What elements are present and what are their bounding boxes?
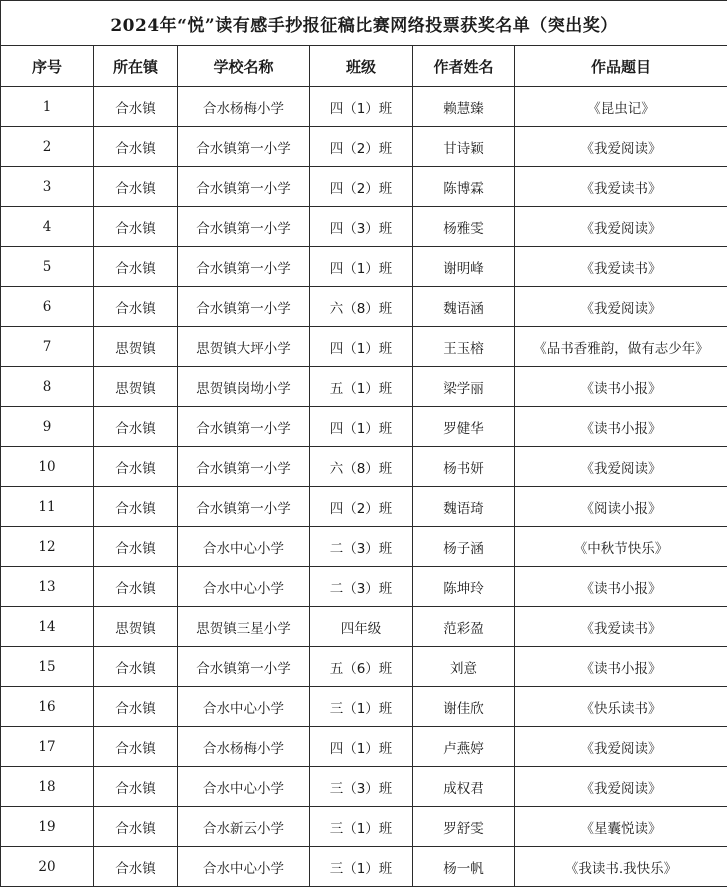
cell-town: 合水镇	[94, 567, 178, 607]
cell-town: 合水镇	[94, 847, 178, 887]
header-class: 班级	[310, 46, 413, 87]
cell-author: 谢佳欣	[413, 687, 515, 727]
cell-town: 合水镇	[94, 407, 178, 447]
cell-class: 四（1）班	[310, 87, 413, 127]
cell-class: 三（1）班	[310, 847, 413, 887]
cell-work-title: 《阅读小报》	[515, 487, 727, 527]
cell-town: 思贺镇	[94, 607, 178, 647]
table-row	[1, 247, 727, 287]
cell-index: 4	[1, 207, 94, 247]
cell-index: 11	[1, 487, 94, 527]
table-row	[1, 687, 727, 727]
cell-author: 杨一帆	[413, 847, 515, 887]
table-row	[1, 647, 727, 687]
cell-work-title: 《读书小报》	[515, 407, 727, 447]
cell-town: 合水镇	[94, 167, 178, 207]
cell-school: 合水中心小学	[178, 567, 310, 607]
cell-index: 3	[1, 167, 94, 207]
cell-author: 魏语涵	[413, 287, 515, 327]
cell-class: 二（3）班	[310, 527, 413, 567]
cell-author: 赖慧臻	[413, 87, 515, 127]
cell-author: 陈坤玲	[413, 567, 515, 607]
table-row	[1, 87, 727, 127]
cell-school: 合水镇第一小学	[178, 247, 310, 287]
cell-author: 梁学丽	[413, 367, 515, 407]
cell-work-title: 《我爱读书》	[515, 167, 727, 207]
cell-town: 合水镇	[94, 687, 178, 727]
cell-author: 罗舒雯	[413, 807, 515, 847]
cell-class: 五（6）班	[310, 647, 413, 687]
cell-work-title: 《我爱阅读》	[515, 727, 727, 767]
cell-class: 二（3）班	[310, 567, 413, 607]
cell-class: 四年级	[310, 607, 413, 647]
cell-class: 六（8）班	[310, 287, 413, 327]
cell-school: 合水杨梅小学	[178, 727, 310, 767]
cell-town: 合水镇	[94, 87, 178, 127]
cell-class: 四（2）班	[310, 127, 413, 167]
cell-author: 罗健华	[413, 407, 515, 447]
header-town: 所在镇	[94, 46, 178, 87]
cell-school: 合水镇第一小学	[178, 647, 310, 687]
cell-author: 杨书妍	[413, 447, 515, 487]
cell-class: 四（1）班	[310, 727, 413, 767]
cell-school: 合水镇第一小学	[178, 487, 310, 527]
table-row	[1, 607, 727, 647]
cell-school: 合水镇第一小学	[178, 407, 310, 447]
cell-index: 8	[1, 367, 94, 407]
cell-index: 10	[1, 447, 94, 487]
cell-work-title: 《星囊悦读》	[515, 807, 727, 847]
cell-author: 陈博霖	[413, 167, 515, 207]
cell-work-title: 《读书小报》	[515, 647, 727, 687]
cell-author: 杨雅雯	[413, 207, 515, 247]
cell-town: 合水镇	[94, 207, 178, 247]
table-row	[1, 127, 727, 167]
cell-class: 四（2）班	[310, 487, 413, 527]
cell-work-title: 《品书香雅韵，做有志少年》	[515, 327, 727, 367]
cell-work-title: 《我爱阅读》	[515, 447, 727, 487]
cell-school: 合水镇第一小学	[178, 207, 310, 247]
cell-class: 四（1）班	[310, 327, 413, 367]
table-row	[1, 847, 727, 887]
cell-class: 三（1）班	[310, 687, 413, 727]
cell-author: 王玉榕	[413, 327, 515, 367]
cell-index: 7	[1, 327, 94, 367]
cell-town: 合水镇	[94, 527, 178, 567]
cell-index: 14	[1, 607, 94, 647]
cell-work-title: 《我读书.我快乐》	[515, 847, 727, 887]
cell-author: 刘意	[413, 647, 515, 687]
table-row	[1, 407, 727, 447]
cell-class: 四（1）班	[310, 407, 413, 447]
cell-author: 杨子涵	[413, 527, 515, 567]
header-work-title: 作品题目	[515, 46, 727, 87]
table-row	[1, 807, 727, 847]
cell-work-title: 《我爱读书》	[515, 607, 727, 647]
cell-school: 合水中心小学	[178, 687, 310, 727]
header-row	[1, 46, 727, 87]
table-row	[1, 327, 727, 367]
cell-town: 合水镇	[94, 487, 178, 527]
cell-town: 合水镇	[94, 287, 178, 327]
table-row	[1, 167, 727, 207]
cell-work-title: 《昆虫记》	[515, 87, 727, 127]
table-row	[1, 447, 727, 487]
cell-town: 合水镇	[94, 647, 178, 687]
cell-school: 合水镇第一小学	[178, 447, 310, 487]
cell-school: 思贺镇三星小学	[178, 607, 310, 647]
cell-work-title: 《我爱阅读》	[515, 767, 727, 807]
cell-work-title: 《我爱阅读》	[515, 287, 727, 327]
cell-school: 思贺镇岗坳小学	[178, 367, 310, 407]
cell-class: 三（3）班	[310, 767, 413, 807]
cell-class: 四（1）班	[310, 247, 413, 287]
header-index: 序号	[1, 46, 94, 87]
cell-work-title: 《我爱读书》	[515, 247, 727, 287]
header-author: 作者姓名	[413, 46, 515, 87]
cell-index: 16	[1, 687, 94, 727]
table-row	[1, 367, 727, 407]
cell-school: 合水中心小学	[178, 767, 310, 807]
cell-work-title: 《读书小报》	[515, 367, 727, 407]
cell-author: 谢明峰	[413, 247, 515, 287]
cell-town: 思贺镇	[94, 367, 178, 407]
table-row	[1, 287, 727, 327]
cell-school: 合水中心小学	[178, 527, 310, 567]
cell-school: 合水中心小学	[178, 847, 310, 887]
cell-work-title: 《快乐读书》	[515, 687, 727, 727]
cell-index: 5	[1, 247, 94, 287]
cell-index: 18	[1, 767, 94, 807]
cell-index: 1	[1, 87, 94, 127]
cell-author: 成权君	[413, 767, 515, 807]
cell-author: 魏语琦	[413, 487, 515, 527]
cell-author: 甘诗颖	[413, 127, 515, 167]
cell-class: 四（3）班	[310, 207, 413, 247]
cell-index: 15	[1, 647, 94, 687]
cell-town: 合水镇	[94, 727, 178, 767]
page-title: 2024年“悦”读有感手抄报征稿比赛网络投票获奖名单（突出奖）	[1, 1, 727, 46]
cell-index: 17	[1, 727, 94, 767]
cell-town: 合水镇	[94, 127, 178, 167]
cell-school: 思贺镇大坪小学	[178, 327, 310, 367]
table-row	[1, 207, 727, 247]
cell-class: 六（8）班	[310, 447, 413, 487]
cell-class: 四（2）班	[310, 167, 413, 207]
cell-index: 6	[1, 287, 94, 327]
cell-town: 合水镇	[94, 807, 178, 847]
table-row	[1, 567, 727, 607]
cell-index: 20	[1, 847, 94, 887]
table-row	[1, 767, 727, 807]
cell-work-title: 《中秋节快乐》	[515, 527, 727, 567]
cell-town: 合水镇	[94, 447, 178, 487]
cell-school: 合水新云小学	[178, 807, 310, 847]
table-row	[1, 527, 727, 567]
cell-school: 合水镇第一小学	[178, 287, 310, 327]
cell-school: 合水镇第一小学	[178, 167, 310, 207]
cell-work-title: 《我爱阅读》	[515, 207, 727, 247]
cell-school: 合水杨梅小学	[178, 87, 310, 127]
cell-class: 三（1）班	[310, 807, 413, 847]
cell-index: 12	[1, 527, 94, 567]
cell-class: 五（1）班	[310, 367, 413, 407]
cell-work-title: 《读书小报》	[515, 567, 727, 607]
cell-work-title: 《我爱阅读》	[515, 127, 727, 167]
cell-index: 19	[1, 807, 94, 847]
cell-index: 13	[1, 567, 94, 607]
cell-school: 合水镇第一小学	[178, 127, 310, 167]
header-school: 学校名称	[178, 46, 310, 87]
table-row	[1, 487, 727, 527]
title-row	[1, 1, 727, 46]
cell-town: 思贺镇	[94, 327, 178, 367]
cell-index: 9	[1, 407, 94, 447]
cell-town: 合水镇	[94, 247, 178, 287]
table-row	[1, 727, 727, 767]
cell-index: 2	[1, 127, 94, 167]
cell-author: 卢燕婷	[413, 727, 515, 767]
cell-author: 范彩盈	[413, 607, 515, 647]
cell-town: 合水镇	[94, 767, 178, 807]
